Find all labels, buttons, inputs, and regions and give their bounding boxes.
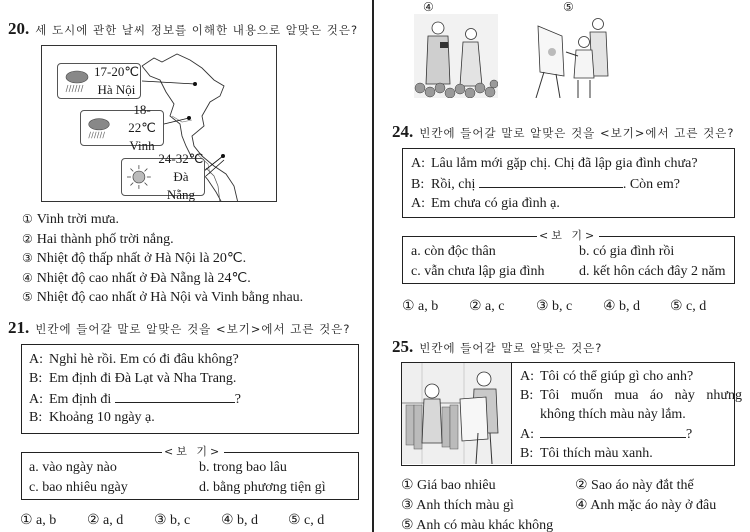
q25-line-3: không thích màu này lắm. (540, 407, 686, 422)
q24-answers (402, 298, 706, 315)
vinh-temp: 18-22℃ (128, 102, 156, 135)
q24-answer-1[interactable]: ① a, b (402, 299, 439, 314)
column-divider (372, 0, 374, 532)
q25-header (392, 337, 602, 357)
q21-line-3: A: Em định đi ? (29, 389, 241, 410)
q20-choice-4[interactable]: ④ Nhiệt độ cao nhất ở Đà Nẵng là 24℃. (22, 270, 251, 286)
q21-blank[interactable] (115, 389, 235, 403)
girl-painting-easel-illustration (532, 14, 612, 98)
q25-number: 25. (392, 337, 414, 356)
q24-bogi-d: d. kết hôn cách đây 2 năm (579, 264, 726, 279)
q24-dialog-box (402, 148, 735, 218)
q20-prompt: 세 도시에 관한 날씨 정보를 이해한 내용으로 알맞은 것은? (35, 23, 359, 37)
q21-prompt: 빈칸에 들어갈 말로 알맞은 것을 <보기>에서 고른 것은? (35, 322, 351, 336)
q20-choices (22, 210, 303, 308)
q25-choice-1[interactable]: ① Giá bao nhiêu (401, 478, 496, 493)
q20-choice-5[interactable]: ⑤ Nhiệt độ cao nhất ở Hà Nội và Vinh bằng nhau. (22, 290, 304, 306)
q24-answer-4[interactable]: ④ b, d (603, 299, 641, 314)
vinh-name: Vinh (129, 138, 155, 153)
q21-bogi-c: c. bao nhiêu ngày (29, 480, 128, 495)
q24-bogi-b: b. có gia đình rồi (579, 244, 675, 259)
q24-line-1: A: Lâu lắm mới gặp chị. Chị đã lập gia đình chưa? (411, 156, 698, 171)
q25-line-2: B: Tôi muốn mua áo này nhưng (520, 388, 742, 403)
q25-choice-2[interactable]: ② Sao áo này đắt thế (575, 478, 694, 493)
danang-temp: 24-32℃ (158, 151, 204, 166)
q21-bogi-title: <보 기> (164, 445, 223, 458)
q23-image-4[interactable] (414, 14, 498, 98)
q24-bogi-title: <보 기> (539, 229, 598, 242)
q21-answer-1[interactable]: ① a, b (20, 513, 57, 528)
q24-number: 24. (392, 122, 414, 141)
callout-hanoi (57, 63, 141, 99)
q24-bogi-c: c. vẫn chưa lập gia đình (411, 264, 545, 279)
q20-choice-2[interactable]: ② Hai thành phố trời nắng. (22, 231, 174, 247)
q24-bogi-box (402, 229, 735, 284)
danang-name: Đà Nẵng (166, 169, 195, 202)
q20-choice-3[interactable]: ③ Nhiệt độ thấp nhất ở Hà Nội là 20℃. (22, 251, 247, 267)
q21-answer-4[interactable]: ④ b, d (221, 513, 259, 528)
q21-bogi-a: a. vào ngày nào (29, 460, 117, 475)
q21-answer-2[interactable]: ② a, d (87, 513, 124, 528)
q24-blank[interactable] (479, 174, 623, 188)
q25-line-4: A: ? (520, 424, 742, 444)
q25-line-5: B: Tôi thích màu xanh. (520, 446, 653, 461)
q24-prompt: 빈칸에 들어갈 말로 알맞은 것을 <보기>에서 고른 것은? (419, 126, 735, 140)
q23-image-4-mark[interactable]: ④ (423, 0, 434, 14)
q24-header (392, 122, 735, 142)
q25-shop-illustration (402, 363, 512, 464)
q20-choice-1[interactable]: ① Vinh trời mưa. (22, 212, 119, 227)
q21-bogi-box (21, 445, 359, 500)
q24-bogi-a: a. còn độc thân (411, 244, 496, 259)
q23-image-5-mark[interactable]: ⑤ (563, 0, 574, 14)
q21-number: 21. (8, 318, 30, 337)
rain-cloud-icon (62, 66, 92, 96)
q21-bogi-d: d. bằng phương tiện gì (199, 480, 326, 495)
q24-line-3: A: Em chưa có gia đình ạ. (411, 195, 560, 211)
q25-prompt: 빈칸에 들어갈 말로 알맞은 것은? (419, 341, 603, 355)
sun-icon (126, 164, 152, 190)
q25-choice-4[interactable]: ④ Anh mặc áo này ở đâu (575, 498, 717, 513)
q25-line-1: A: Tôi có thể giúp gì cho anh? (520, 369, 694, 384)
q21-answer-5[interactable]: ⑤ c, d (288, 513, 325, 528)
q25-blank[interactable] (540, 424, 686, 438)
hanoi-name: Hà Nội (97, 82, 136, 97)
q20-header (8, 19, 358, 39)
hanoi-temp: 17-20℃ (94, 64, 139, 79)
q21-header (8, 318, 351, 338)
q21-bogi-b: b. trong bao lâu (199, 460, 287, 475)
q25-dialog-box (401, 362, 742, 466)
q21-line-1: A: Nghỉ hè rồi. Em có đi đâu không? (29, 352, 239, 367)
q25-choice-5[interactable]: ⑤ Anh có màu khác không (401, 518, 554, 532)
q21-answers (20, 512, 324, 529)
q23-image-5[interactable] (532, 14, 612, 98)
q21-dialog-box (21, 344, 359, 434)
q24-answer-3[interactable]: ③ b, c (536, 299, 573, 314)
q25-choices (401, 476, 741, 532)
vietnam-weather-map (41, 45, 277, 202)
clothing-shop-illustration (402, 363, 512, 464)
q20-number: 20. (8, 19, 30, 38)
women-photographing-flowers-illustration (414, 14, 498, 98)
q24-answer-2[interactable]: ② a, c (469, 299, 505, 314)
q24-answer-5[interactable]: ⑤ c, d (670, 299, 707, 314)
q21-answer-3[interactable]: ③ b, c (154, 513, 191, 528)
q21-line-4: B: Khoảng 10 ngày ạ. (29, 410, 155, 426)
q25-choice-3[interactable]: ③ Anh thích màu gì (401, 498, 514, 513)
q24-line-2: B: Rồi, chị . Còn em? (411, 174, 698, 195)
rain-cloud-icon (85, 113, 113, 143)
q21-line-2: B: Em định đi Đà Lạt và Nha Trang. (29, 370, 237, 386)
callout-vinh (80, 102, 164, 153)
callout-danang (121, 151, 205, 202)
